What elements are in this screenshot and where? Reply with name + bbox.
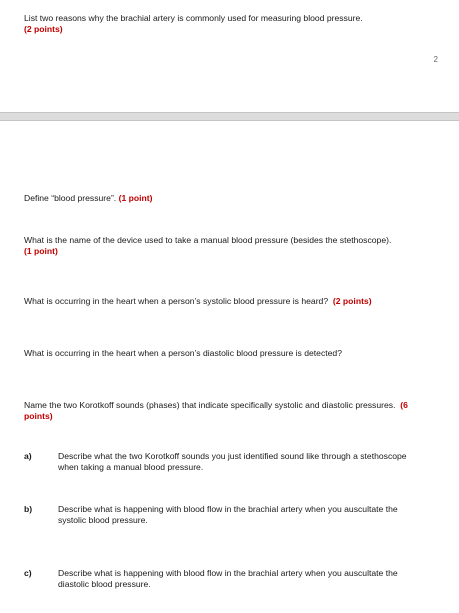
page-number: 2: [433, 55, 438, 64]
page-break: [0, 112, 459, 121]
sub-question-label: c): [24, 568, 32, 578]
sub-question-text: Describe what the two Korotkoff sounds you just identified sound like through a stethoscope when taking a manual blood pressure.: [58, 451, 407, 472]
question-text: What is occurring in the heart when a person’s diastolic blood pressure is detected?: [24, 348, 342, 358]
question-text: What is occurring in the heart when a person’s systolic blood pressure is heard?: [24, 296, 329, 306]
document-page-top: [0, 0, 459, 112]
question-define-blood-pressure: [24, 193, 444, 204]
sub-question-text: Describe what is happening with blood flow in the brachial artery when you auscultate the diastolic blood pressure.: [58, 568, 398, 589]
question-points: (1 point): [24, 246, 58, 256]
question-korotkoff-sounds: [24, 400, 414, 422]
sub-question-label: b): [24, 504, 33, 514]
question-points: (2 points): [332, 296, 372, 306]
question-text: What is the name of the device used to take a manual blood pressure (besides the stethoscope).: [24, 235, 392, 245]
document-page-bottom: [0, 121, 459, 613]
question-points: (1 point): [118, 193, 153, 203]
question-text: Define “blood pressure”.: [24, 193, 117, 203]
question-diastolic-heart: [24, 348, 444, 359]
sub-question-text: Describe what is happening with blood flow in the brachial artery when you auscultate the systolic blood pressure.: [58, 504, 398, 525]
question-brachial-artery: [24, 13, 444, 35]
question-points: (6 points): [24, 400, 408, 421]
question-device-name: [24, 235, 444, 257]
question-points: (2 points): [24, 24, 63, 34]
question-text: List two reasons why the brachial artery is commonly used for measuring blood pressure.: [24, 13, 363, 23]
question-systolic-heart: [24, 296, 444, 307]
sub-question-label: a): [24, 451, 32, 461]
question-text: Name the two Korotkoff sounds (phases) that indicate specifically systolic and diastolic pressures.: [24, 400, 396, 410]
